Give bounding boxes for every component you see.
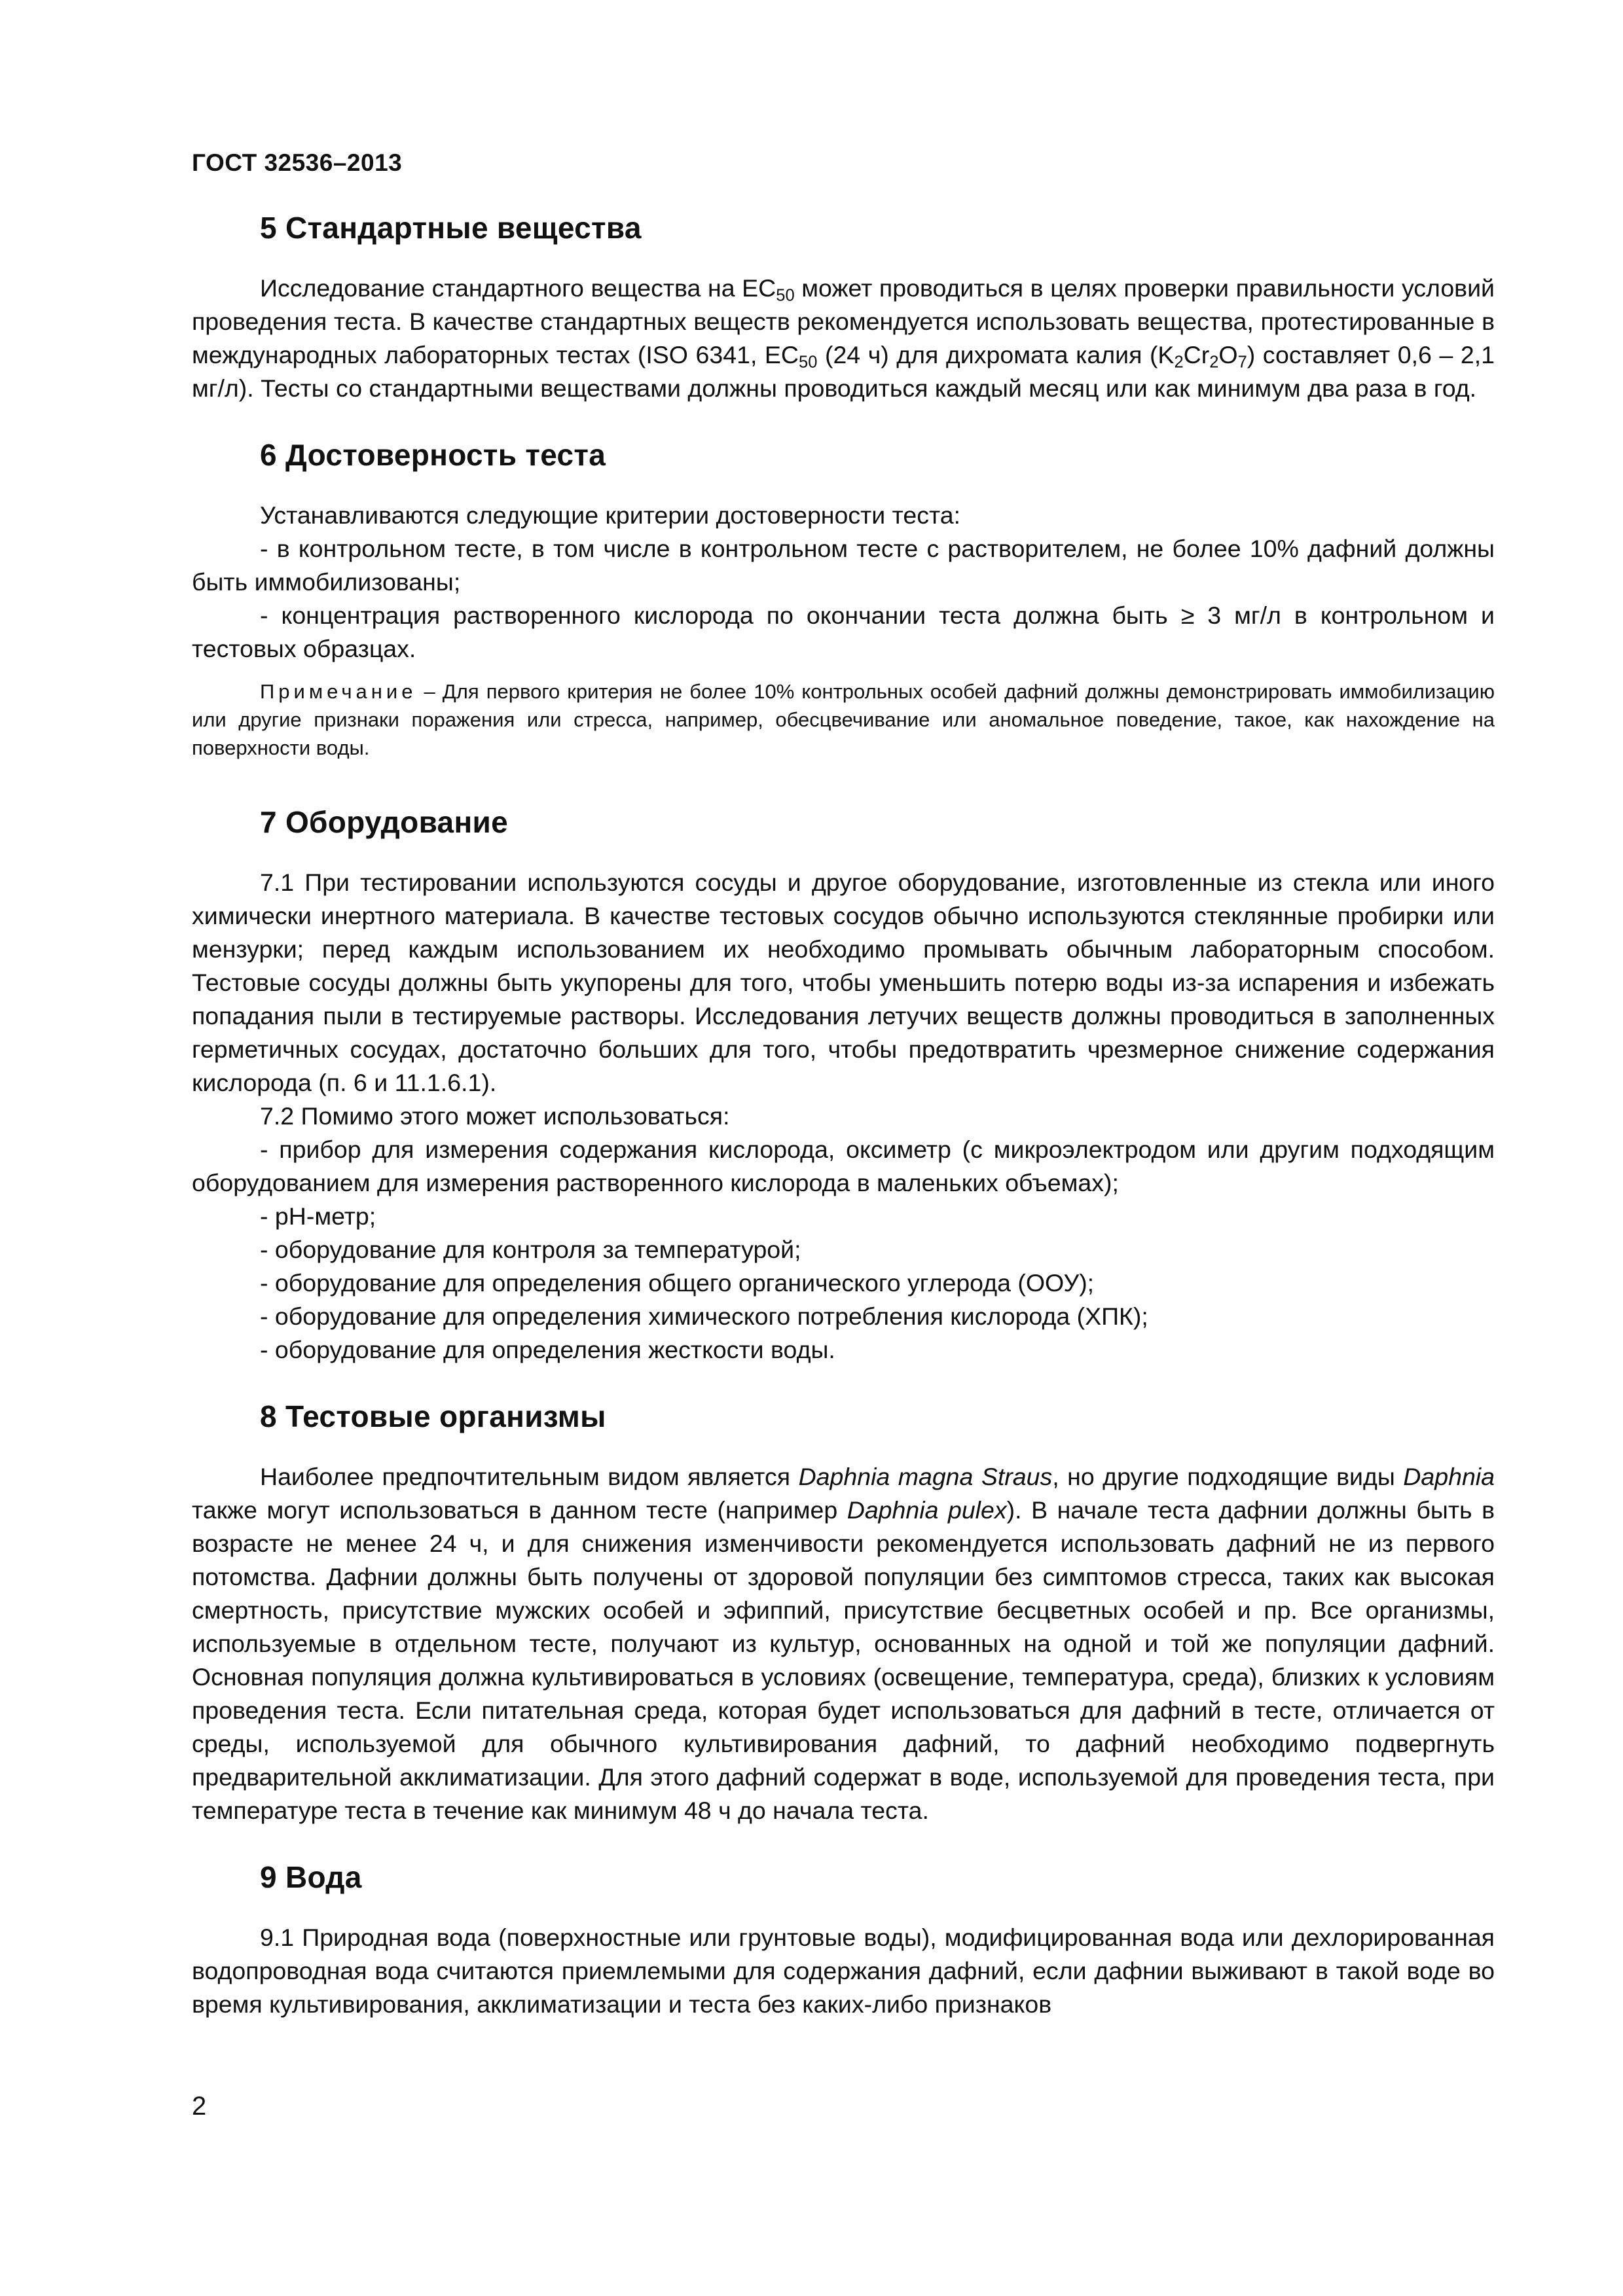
section-heading-7: 7 Оборудование xyxy=(260,805,508,839)
section-8-paragraph xyxy=(192,1460,1495,1827)
page-number: 2 xyxy=(192,2092,207,2121)
subscript: 50 xyxy=(776,286,795,305)
section-heading-6: 6 Достоверность теста xyxy=(260,438,606,472)
section-heading-8: 8 Тестовые организмы xyxy=(260,1399,606,1433)
text-run: Наиболее предпочтительным видом является xyxy=(260,1463,799,1490)
text-run: может проводиться в целях проверки правильности условий проведения теста. В качестве стандартных веществ рекомендуется использовать вещества, протестированные в международных лабораторных тестах (ISO 6341, EC xyxy=(192,274,1495,368)
list-item: - оборудование для определения жесткости воды. xyxy=(260,1336,835,1363)
section-heading-9: 9 Вода xyxy=(260,1860,362,1894)
text-run: Исследование стандартного вещества на EC xyxy=(260,274,776,302)
subscript: 2 xyxy=(1209,353,1219,372)
text-run: ) составляет 0,6 – 2,1 мг/л). Тесты со стандартными веществами должны проводиться каждый месяц или как минимум два раза в год. xyxy=(192,341,1495,402)
subscript: 2 xyxy=(1174,353,1184,372)
text-run: , но другие подходящие виды xyxy=(1052,1463,1404,1490)
section-6-note xyxy=(192,677,1495,762)
text-run: ). В начале теста дафнии должны быть в возрасте не менее 24 ч, и для снижения изменчивости рекомендуется использовать дафний не из первого потомства. Дафнии должны быть получены от здоровой популяции без симптомов стресса, таких как высокая смертность, присутствие мужских особей и эфиппий, присутствие бесцветных особей и пр. Все организмы, используемые в отдельном тесте, получают из культур, основанных на одной и той же популяции дафний. Основная популяция должна культивироваться в условиях (освещение, температура, среда), близких к условиям проведения теста. Если питательная среда, которая будет использоваться для дафний в тесте, отличается от среды, используемой для обычного культивирования дафний, то дафний необходимо подвергнуть предварительной акклиматизации. Для этого дафний содержат в воде, используемой для проведения теста, при температуре теста в течение как минимум 48 ч до начала теста. xyxy=(192,1496,1495,1824)
subscript: 7 xyxy=(1237,353,1247,372)
standard-header: ГОСТ 32536–2013 xyxy=(192,149,403,176)
section-6-criterion-1: - в контрольном тесте, в том числе в контрольном тесте с растворителем, не более 10% дафний должны быть иммобилизованы; xyxy=(192,535,1495,596)
text-run: Cr xyxy=(1183,341,1210,368)
text-run: O xyxy=(1218,341,1238,368)
section-6-intro: Устанавливаются следующие критерии достоверности теста: xyxy=(260,501,961,529)
note-text: – Для первого критерия не более 10% контрольных особей дафний должны демонстрировать иммобилизацию или другие признаки поражения или стресса, например, обесцвечивание или аномальное поведение, такое, как нахождение на поверхности воды. xyxy=(192,680,1495,759)
list-item: - прибор для измерения содержания кислорода, оксиметр (с микроэлектродом или другим подходящим оборудованием для измерения растворенного кислорода в маленьких объемах); xyxy=(192,1136,1495,1196)
text-run: также могут использоваться в данном тесте (например xyxy=(192,1496,847,1524)
subscript: 50 xyxy=(799,353,818,372)
page-content xyxy=(192,208,1495,2021)
text-run: (24 ч) для дихромата калия (K xyxy=(817,341,1175,368)
list-item: - оборудование для контроля за температурой; xyxy=(260,1236,801,1263)
list-item: - оборудование для определения общего органического углерода (ООУ); xyxy=(260,1269,1095,1297)
section-7-paragraph-2: 7.2 Помимо этого может использоваться: xyxy=(260,1102,730,1130)
section-9-paragraph: 9.1 Природная вода (поверхностные или грунтовые воды), модифицированная вода или дехлорированная водопроводная вода считаются приемлемыми для содержания дафний, если дафнии выживают в такой воде во время культивирования, акклиматизации и теста без каких-либо признаков xyxy=(192,1924,1495,2018)
note-label: Примечание xyxy=(260,680,417,703)
section-7-paragraph-1: 7.1 При тестировании используются сосуды и другое оборудование, изготовленные из стекла или иного химически инертного материала. В качестве тестовых сосудов обычно используются стеклянные пробирки или мензурки; перед каждым использованием их необходимо промывать обычным лабораторным способом. Тестовые сосуды должны быть укупорены для того, чтобы уменьшить потерю воды из-за испарения и избежать попадания пыли в тестируемые растворы. Исследования летучих веществ должны проводиться в заполненных герметичных сосудах, достаточно больших для того, чтобы предотвратить чрезмерное снижение содержания кислорода (п. 6 и 11.1.6.1). xyxy=(192,869,1495,1096)
species-name: Daphnia magna Straus xyxy=(798,1463,1053,1490)
section-heading-5: 5 Стандартные вещества xyxy=(260,211,642,245)
species-name: Daphnia xyxy=(1403,1463,1495,1490)
section-5-paragraph xyxy=(192,272,1495,405)
species-name: Daphnia pulex xyxy=(847,1496,1007,1524)
list-item: - оборудование для определения химического потребления кислорода (ХПК); xyxy=(260,1302,1148,1330)
list-item: - pH-метр; xyxy=(260,1202,376,1230)
section-6-criterion-2: - концентрация растворенного кислорода по окончании теста должна быть ≥ 3 мг/л в контрольном и тестовых образцах. xyxy=(192,601,1495,662)
